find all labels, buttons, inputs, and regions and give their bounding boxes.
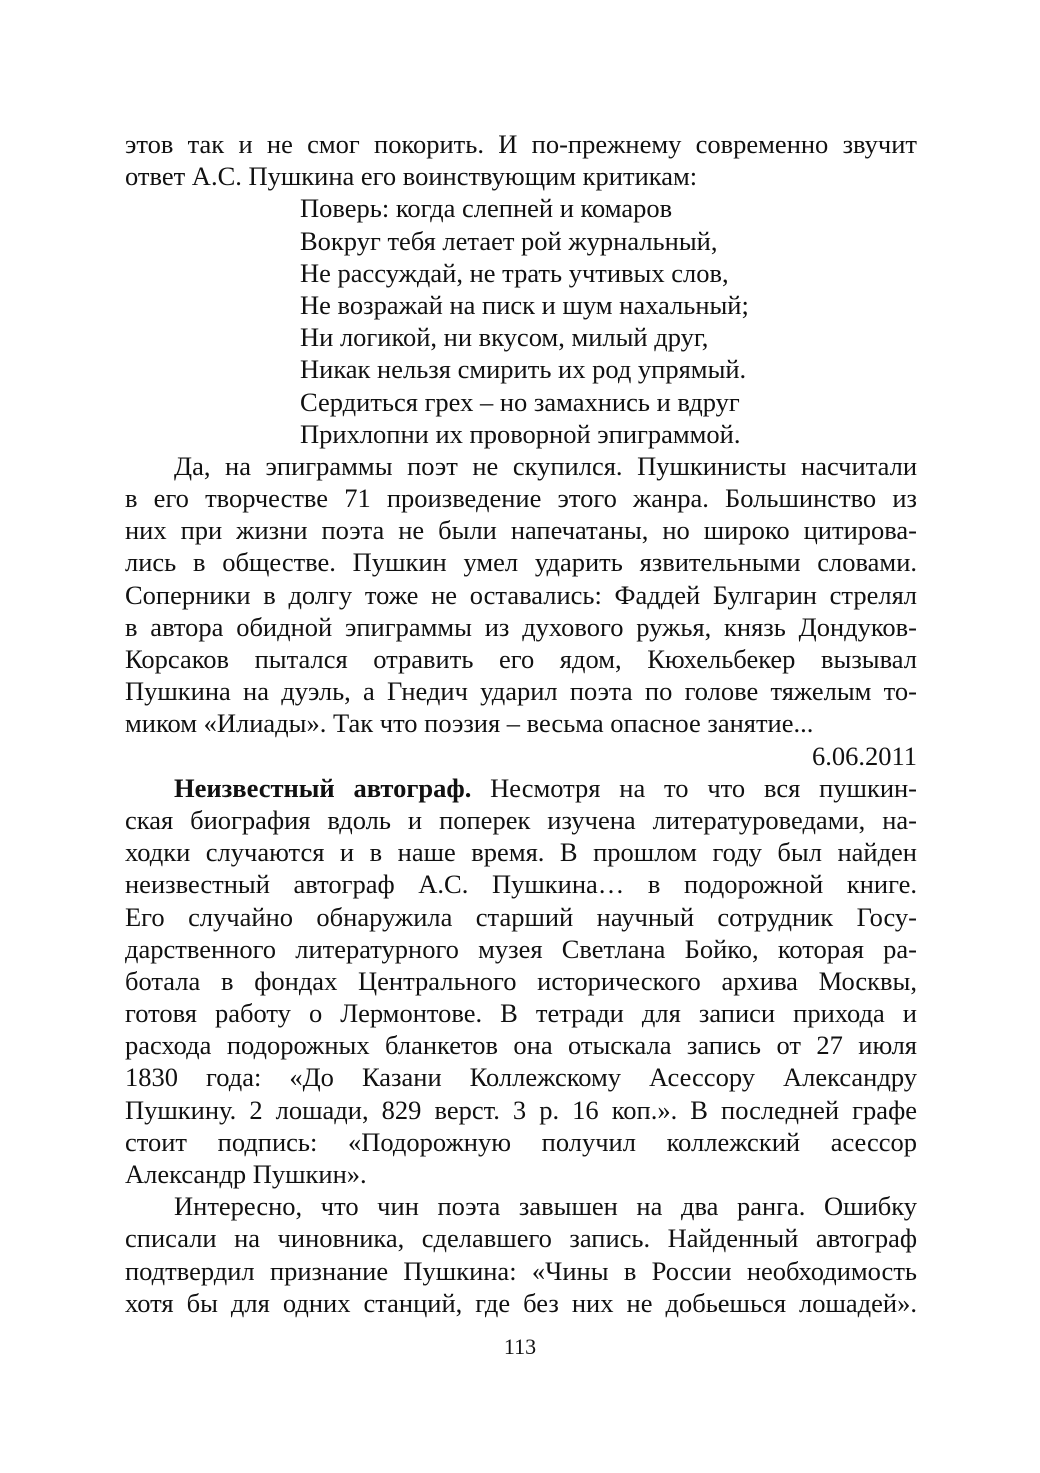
text-line: ботала в фондах Центрального исторического архива Москвы, bbox=[125, 965, 917, 996]
text-line: Соперники в долгу тоже не оставались: Фаддей Булгарин стрелял bbox=[125, 579, 917, 610]
poem-line: Не возражай на писк и шум нахальный; bbox=[300, 289, 749, 320]
text-fragment: Несмотря на то что вся пушкин- bbox=[471, 772, 918, 803]
text-line: Его случайно обнаружила старший научный сотрудник Госу- bbox=[125, 901, 917, 932]
poem-line: Поверь: когда слепней и комаров bbox=[300, 193, 673, 224]
text-line: неизвестный автограф А.С. Пушкина… в подорожной книге. bbox=[125, 869, 917, 900]
text-line: стоит подпись: «Подорожную получил коллежский асессор bbox=[125, 1126, 917, 1157]
text-line: Пушкину. 2 лошади, 829 верст. 3 р. 16 коп.». В последней графе bbox=[125, 1094, 917, 1125]
poem-line: Прихлопни их проворной эпиграммой. bbox=[300, 418, 741, 449]
text-line: ская биография вдоль и поперек изучена литературоведами, на- bbox=[125, 804, 917, 835]
poem-line: Вокруг тебя летает рой журнальный, bbox=[300, 225, 718, 256]
text-line: Корсаков пытался отравить его ядом, Кюхельбекер вызывал bbox=[125, 644, 917, 674]
text-line: готовя работу о Лермонтове. В тетради для записи прихода и bbox=[125, 998, 917, 1029]
text-line: в автора обидной эпиграммы из духового ружья, князь Дондуков- bbox=[125, 611, 917, 642]
text-line: дарственного литературного музея Светлана Бойко, которая ра- bbox=[125, 933, 917, 964]
text-line: Александр Пушкин». bbox=[125, 1159, 367, 1189]
paragraph-rank bbox=[125, 1190, 917, 1319]
poem bbox=[125, 192, 917, 450]
text-line: ходки случаются и в наше время. В прошлом году был найден bbox=[125, 837, 917, 868]
text-line: Да, на эпиграммы поэт не скупился. Пушкинисты насчитали bbox=[174, 450, 917, 481]
text-line: в его творчестве 71 произведение этого жанра. Большинство из bbox=[125, 483, 917, 514]
text-line: 1830 года: «До Казани Коллежскому Асессору Александру bbox=[125, 1062, 917, 1093]
text-line: списали на чиновника, сделавшего запись. Найденный автограф bbox=[125, 1223, 917, 1254]
poem-line: Ни логикой, ни вкусом, милый друг, bbox=[300, 322, 709, 353]
text-line: Пушкина на дуэль, а Гнедич ударил поэта по голове тяжелым то- bbox=[125, 676, 917, 707]
paragraph-epigrams bbox=[125, 450, 917, 740]
text-line bbox=[125, 772, 917, 804]
text-line: расхода подорожных бланкетов она отыскала запись от 27 июля bbox=[125, 1030, 917, 1061]
article-date: 6.06.2011 bbox=[811, 740, 917, 771]
poem-line: Никак нельзя смирить их род упрямый. bbox=[300, 354, 747, 385]
page-body bbox=[125, 128, 917, 1319]
text-line: миком «Илиады». Так что поэзия – весьма опасное занятие... bbox=[125, 708, 814, 739]
text-line: Интересно, что чин поэта завышен на два ранга. Ошибку bbox=[174, 1191, 917, 1222]
text-line: лись в обществе. Пушкин умел ударить язвительными словами. bbox=[125, 547, 917, 578]
paragraph-autograph bbox=[125, 772, 917, 1190]
text-line: хотя бы для одних станций, где без них не добьешься лошадей». bbox=[125, 1287, 917, 1318]
page-number: 113 bbox=[503, 1334, 537, 1359]
poem-line: Не рассуждай, не трать учтивых слов, bbox=[300, 257, 729, 288]
text-line: ответ А.С. Пушкина его воинствующим критикам: bbox=[125, 161, 698, 192]
text-line: этов так и не смог покорить. И по-прежнему современно звучит bbox=[125, 129, 917, 159]
poem-line: Сердиться грех – но замахнись и вдруг bbox=[300, 386, 740, 417]
section-heading: Неизвестный автограф. bbox=[174, 772, 472, 803]
text-line: них при жизни поэта не были напечатаны, но широко цитирова- bbox=[125, 515, 917, 546]
text-line: подтвердил признание Пушкина: «Чины в России необходимость bbox=[125, 1255, 917, 1286]
